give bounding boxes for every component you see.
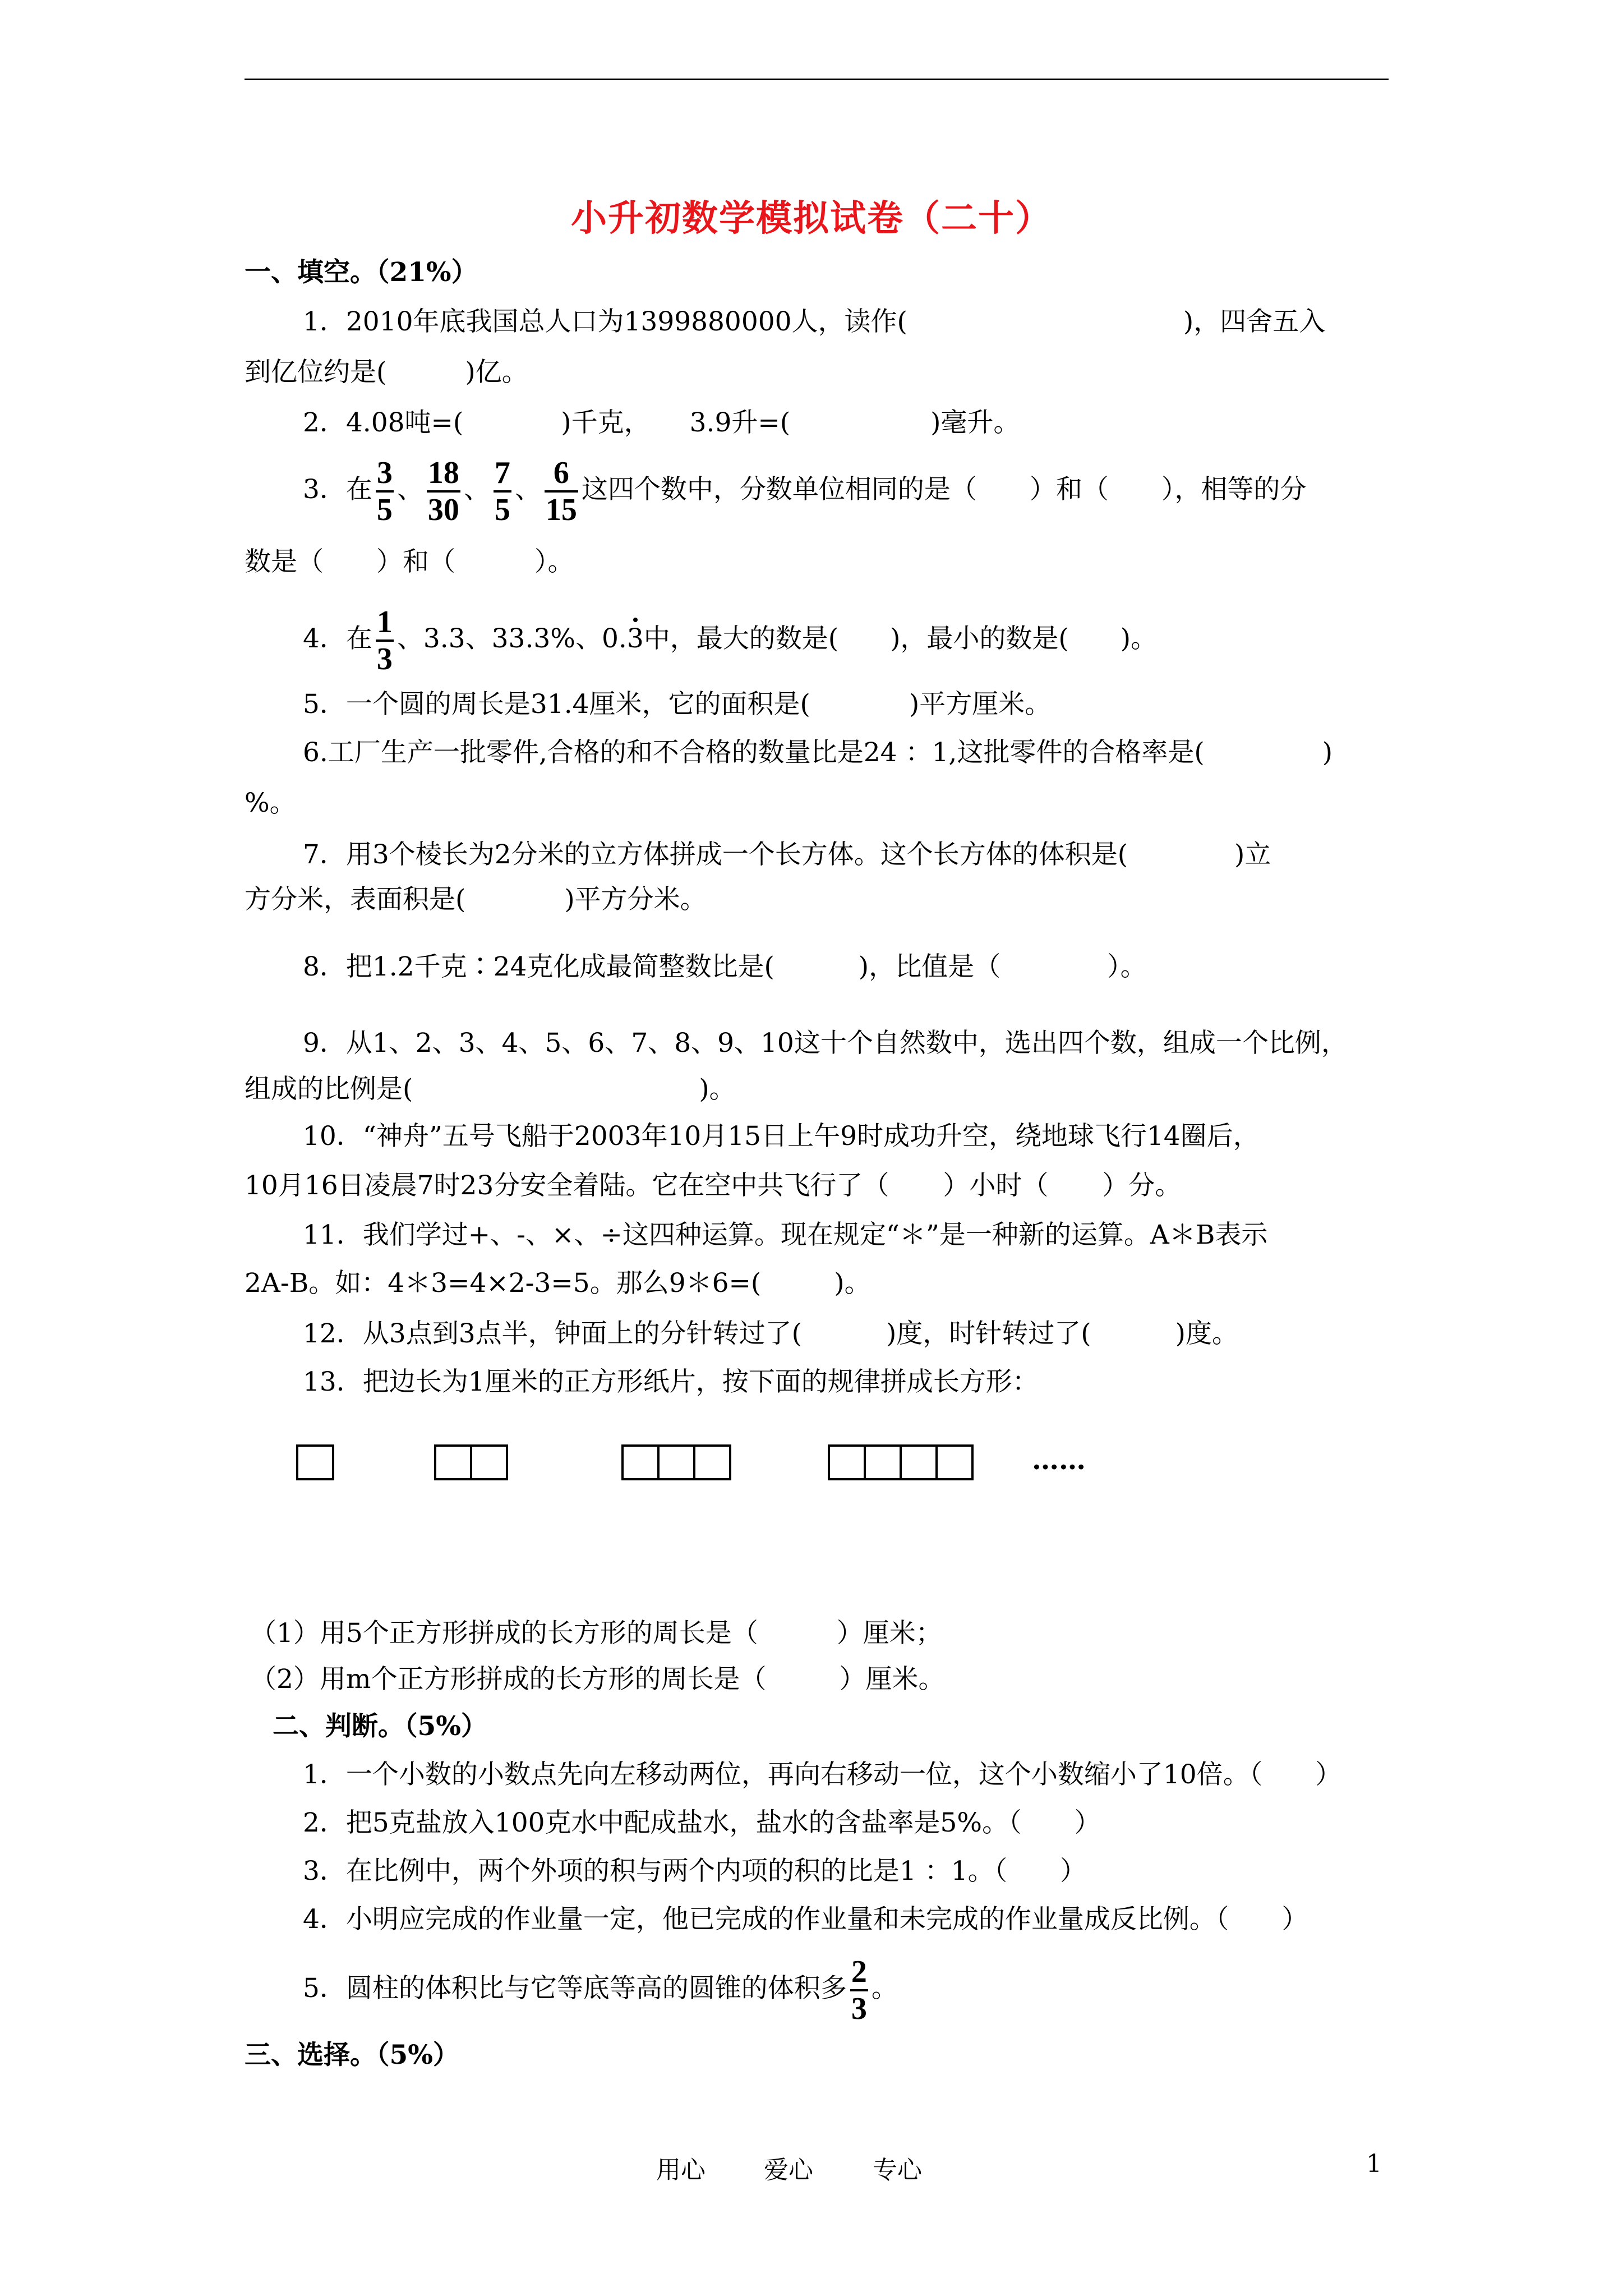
q10-line2: 10月16日凌晨7时23分安全着陆。它在空中共飞行了（ ）小时（ ）分。 <box>245 1170 1182 1201</box>
q3-line1: 3．在 $\frac{3}{5}$ 、 $\frac{18}{30}$ 、 $\frac{7}{5}$ 、 $\frac{6}{15}$ 这四个数中，分数单位相同的是（ ）和（ ），相等的分 <box>303 455 1307 527</box>
q1-line1: 1．2010年底我国总人口为1399880000人，读作( )，四舍五入 <box>303 306 1326 337</box>
q8: 8．把1.2千克∶24克化成最简整数比是( )，比值是（ ）。 <box>303 951 1147 982</box>
section2-heading: 二、判断。（5%） <box>273 1711 487 1742</box>
q4: 4．在 $\frac{1}{3}$ 、3.3、33.3%、0.3中，最大的数是( )，最小的数是( )。 <box>303 605 1158 677</box>
section1-heading: 一、填空。（21%） <box>245 257 478 288</box>
q10-line1: 10．“神舟”五号飞船于2003年10月15日上午9时成功升空，绕地球飞行14圈后， <box>303 1121 1260 1152</box>
q11-line1: 11．我们学过+、-、×、÷这四种运算。现在规定“＊”是一种新的运算。A＊B表示 <box>303 1220 1268 1250</box>
q13: 13．把边长为1厘米的正方形纸片，按下面的规律拼成长方形： <box>303 1366 1039 1397</box>
q2: 2．4.08吨=( )千克， 3.9升=( )毫升。 <box>303 407 1020 438</box>
q6-line2: %。 <box>245 788 296 818</box>
q11-line2: 2A-B。如：4＊3=4×2-3=5。那么9＊6=( )。 <box>245 1268 871 1299</box>
page-number: 1 <box>1366 2150 1382 2178</box>
q13-sub2: （2）用m个正方形拼成的长方形的周长是（ ）厘米。 <box>250 1664 945 1695</box>
judge-q1: 1．一个小数的小数点先向左移动两位，再向右移动一位，这个小数缩小了10倍。（ ） <box>303 1759 1342 1790</box>
exam-title: 小升初数学模拟试卷（二十） <box>571 197 1052 240</box>
q3-line2: 数是（ ）和（ ）。 <box>245 546 574 577</box>
pattern-ellipsis: …… <box>1032 1444 1086 1476</box>
q9-line1: 9．从1、2、3、4、5、6、7、8、9、10这十个自然数中，选出四个数，组成一个比例， <box>303 1028 1348 1059</box>
q7-line2: 方分米，表面积是( )平方分米。 <box>245 884 707 915</box>
square-pattern-1 <box>296 1444 334 1481</box>
section3-heading: 三、选择。（5%） <box>245 2040 459 2070</box>
fraction: $\frac{18}{30}$ <box>427 455 459 527</box>
repeating-digit: 3 <box>626 623 644 654</box>
q1-line2: 到亿位约是( )亿。 <box>245 357 528 388</box>
footer-left: 用心 <box>656 2156 706 2184</box>
footer-middle: 爱心 <box>764 2156 813 2184</box>
square-pattern-4 <box>828 1444 974 1481</box>
fraction: $\frac{1}{3}$ <box>376 605 393 677</box>
q5: 5．一个圆的周长是31.4厘米，它的面积是( )平方厘米。 <box>303 689 1052 720</box>
judge-q3: 3．在比例中，两个外项的积与两个内项的积的比是1 ：1。（ ） <box>303 1856 1087 1887</box>
judge-q5: 5．圆柱的体积比与它等底等高的圆锥的体积多 $\frac{2}{3}$ 。 <box>303 1954 898 2026</box>
square-pattern-3 <box>621 1444 731 1481</box>
q13-sub1: （1）用5个正方形拼成的长方形的周长是（ ）厘米； <box>250 1618 942 1649</box>
q9-line2: 组成的比例是( )。 <box>245 1074 736 1105</box>
q7-line1: 7．用3个棱长为2分米的立方体拼成一个长方体。这个长方体的体积是( )立 <box>303 839 1271 870</box>
header-rule <box>245 79 1389 80</box>
q12: 12．从3点到3点半，钟面上的分针转过了( )度，时针转过了( )度。 <box>303 1318 1238 1349</box>
fraction: $\frac{2}{3}$ <box>851 1954 867 2026</box>
fraction: $\frac{7}{5}$ <box>494 455 510 527</box>
footer-right: 专心 <box>873 2156 922 2184</box>
judge-q4: 4．小明应完成的作业量一定，他已完成的作业量和未完成的作业量成反比例。（ ） <box>303 1904 1308 1935</box>
fraction: $\frac{6}{15}$ <box>545 455 577 527</box>
judge-q2: 2．把5克盐放入100克水中配成盐水，盐水的含盐率是5%。（ ） <box>303 1807 1101 1838</box>
fraction: $\frac{3}{5}$ <box>376 455 393 527</box>
q6-line1: 6.工厂生产一批零件,合格的和不合格的数量比是24 ：1,这批零件的合格率是( ) <box>303 737 1333 768</box>
square-pattern-2 <box>434 1444 508 1481</box>
